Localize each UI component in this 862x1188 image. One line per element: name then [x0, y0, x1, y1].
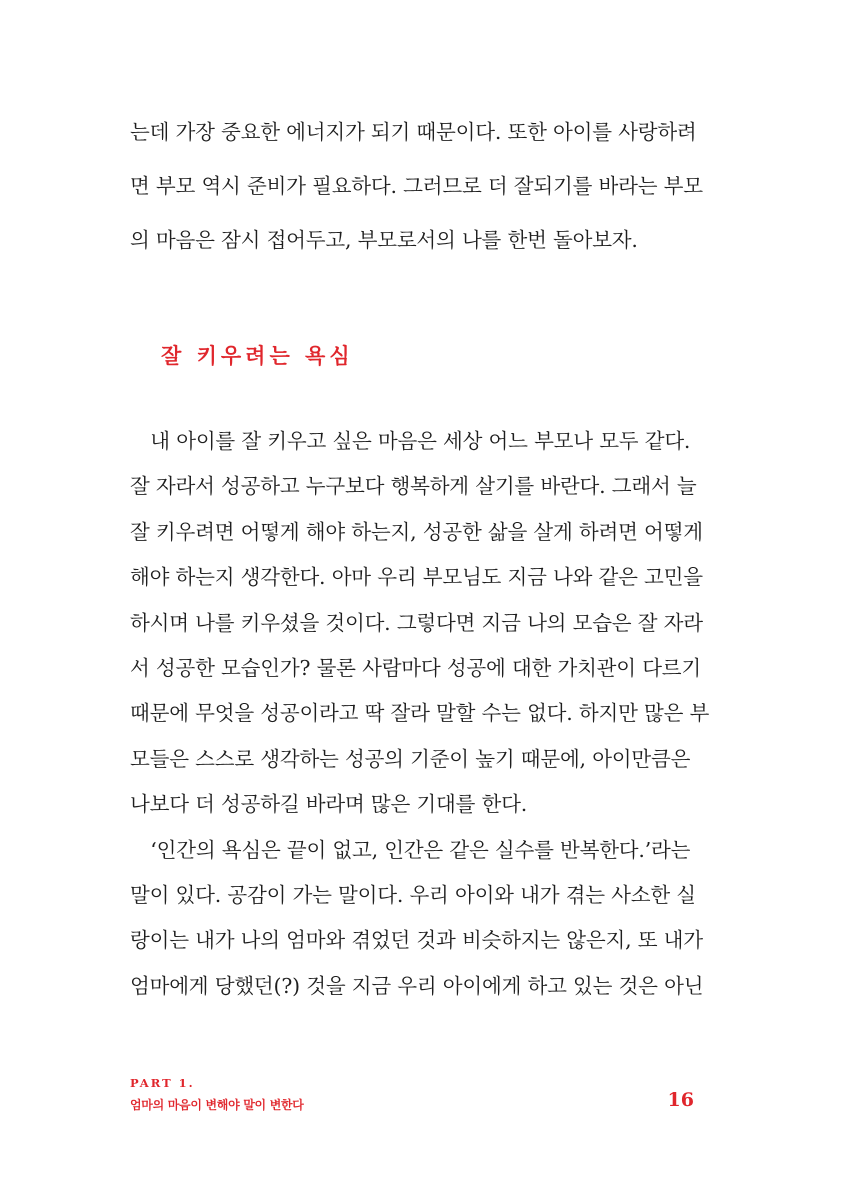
text-line: ‘인간의 욕심은 끝이 없고, 인간은 같은 실수를 반복한다.’라는: [130, 837, 691, 862]
text-line: 모들은 스스로 생각하는 성공의 기준이 높기 때문에, 아이만큼은: [130, 746, 691, 771]
text-line: 잘 키우려면 어떻게 해야 하는지, 성공한 삶을 살게 하려면 어떻게: [130, 519, 703, 544]
text-line: 해야 하는지 생각한다. 아마 우리 부모님도 지금 나와 같은 고민을: [130, 565, 703, 590]
text-line: 는데 가장 중요한 에너지가 되기 때문이다. 또한 아이를 사랑하려: [130, 120, 697, 144]
text-line: 때문에 무엇을 성공이라고 딱 잘라 말할 수는 없다. 하지만 많은 부: [130, 701, 710, 726]
text-line: 내 아이를 잘 키우고 싶은 마음은 세상 어느 부모나 모두 같다.: [130, 429, 691, 453]
text-line: 면 부모 역시 준비가 필요하다. 그러므로 더 잘되기를 바라는 부모: [130, 174, 703, 198]
text-line: 나보다 더 성공하길 바라며 많은 기대를 한다.: [130, 792, 528, 817]
text-line: 잘 자라서 성공하고 누구보다 행복하게 살기를 바란다. 그래서 늘: [130, 474, 697, 499]
text-line: 서 성공한 모습인가? 물론 사람마다 성공에 대한 가치관이 다르기: [130, 656, 701, 680]
footer-part-title: 엄마의 마음이 변해야 말이 변한다: [130, 1098, 304, 1112]
text-line: 말이 있다. 공감이 가는 말이다. 우리 아이와 내가 겪는 사소한 실: [130, 883, 696, 907]
page-number: 16: [667, 1089, 694, 1111]
text-line: 랑이는 내가 나의 엄마와 겪었던 것과 비슷하지는 않은지, 또 내가: [130, 928, 703, 953]
text-line: 엄마에게 당했던(?) 것을 지금 우리 아이에게 하고 있는 것은 아닌: [130, 973, 704, 998]
text-line: 하시며 나를 키우셨을 것이다. 그렇다면 지금 나의 모습은 잘 자라: [130, 610, 703, 635]
footer-part-label: PART 1.: [130, 1076, 195, 1090]
section-heading: 잘 키우려는 욕심: [161, 344, 354, 368]
text-line: 의 마음은 잠시 접어두고, 부모로서의 나를 한번 돌아보자.: [130, 228, 638, 252]
